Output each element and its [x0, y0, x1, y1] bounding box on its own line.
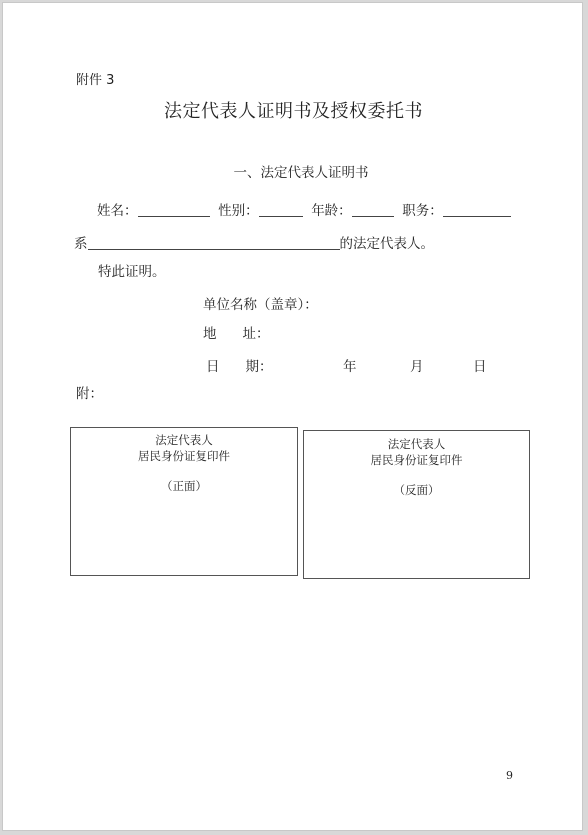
year-label: 年 — [343, 359, 357, 375]
card-back-side: （反面） — [393, 483, 440, 497]
date-field — [206, 355, 273, 375]
id-card-back-box — [303, 430, 530, 579]
card-front-line1: 法定代表人 — [155, 433, 213, 447]
card-front-line2: 居民身份证复印件 — [138, 449, 230, 463]
company-blank[interactable] — [88, 236, 340, 250]
document-title: 法定代表人证明书及授权委托书 — [164, 101, 423, 122]
gender-blank[interactable] — [259, 203, 303, 217]
document-page — [2, 2, 583, 831]
id-card-front-box — [70, 427, 298, 576]
age-blank[interactable] — [352, 203, 394, 217]
relation-suffix: 的法定代表人。 — [339, 236, 434, 252]
position-blank[interactable] — [443, 203, 511, 217]
card-front-side: （正面） — [161, 479, 207, 493]
position-label: 职务： — [402, 203, 443, 219]
date-label-2: 期： — [245, 359, 273, 375]
gender-label: 性别： — [218, 203, 259, 219]
age-label: 年龄： — [311, 203, 352, 219]
relation-prefix: 系 — [74, 236, 88, 252]
address-label-2: 址： — [242, 326, 270, 342]
name-label: 姓名： — [97, 203, 138, 219]
month-label: 月 — [410, 359, 424, 375]
name-blank[interactable] — [138, 203, 210, 217]
attachment-label: 附件 3 — [76, 73, 115, 88]
personal-info-row — [97, 199, 511, 219]
certify-text: 特此证明。 — [98, 264, 166, 280]
unit-name-label: 单位名称（盖章）： — [203, 297, 318, 313]
address-field — [203, 322, 270, 342]
date-label-1: 日 — [206, 359, 220, 375]
section-heading: 一、法定代表人证明书 — [233, 165, 369, 181]
day-label: 日 — [473, 359, 487, 375]
page-number: 9 — [506, 769, 513, 782]
appendix-label: 附： — [76, 386, 103, 402]
card-back-line2: 居民身份证复印件 — [370, 453, 463, 467]
card-back-line1: 法定代表人 — [387, 437, 446, 451]
address-label-1: 地 — [203, 326, 217, 342]
relation-row — [74, 232, 434, 252]
